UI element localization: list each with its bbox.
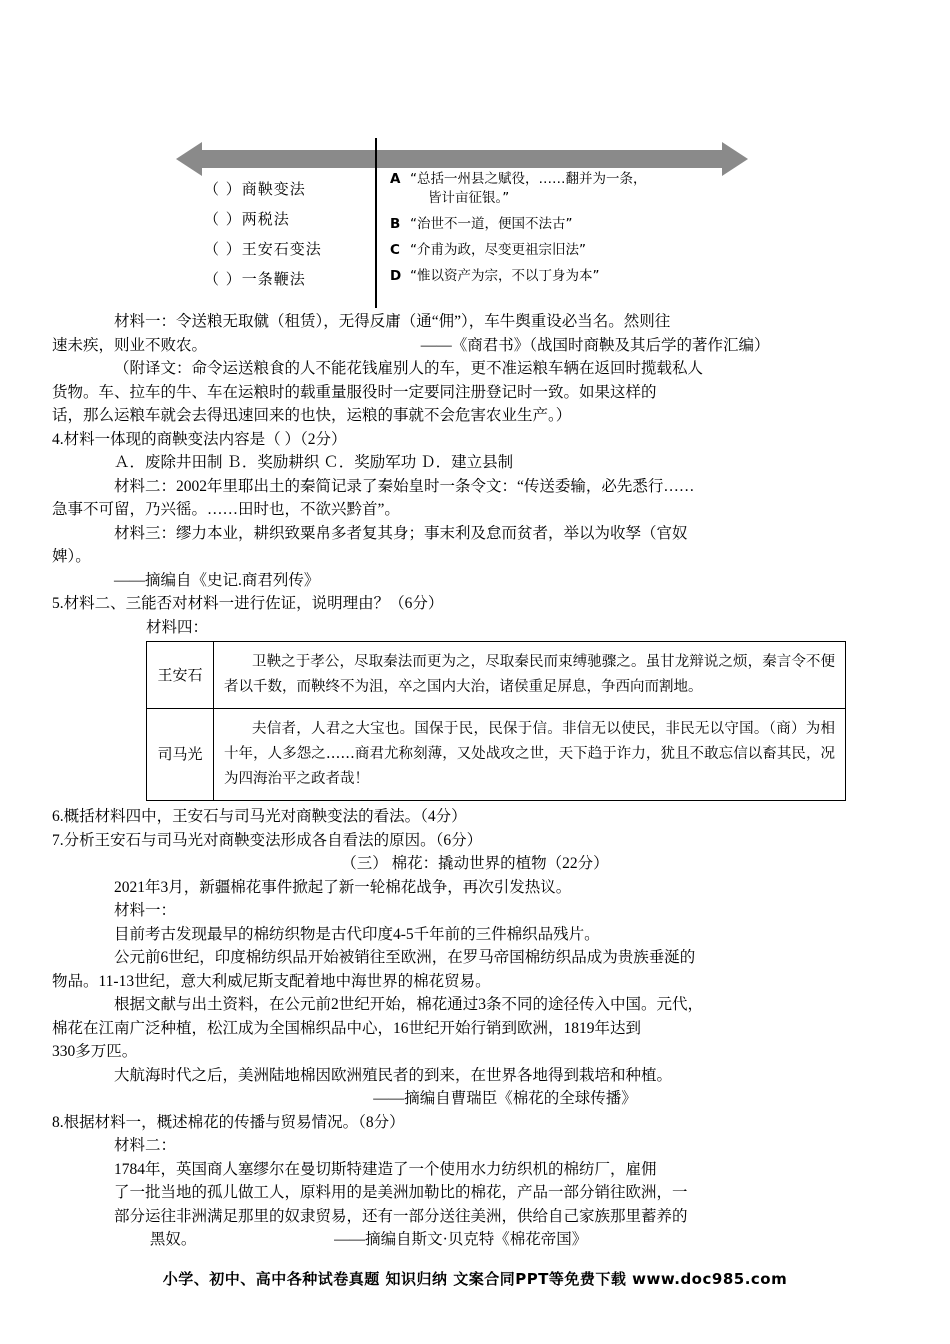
material-two-b-line4 — [52, 1228, 898, 1252]
material-two-b-source: ——摘编自斯文·贝克特《棉花帝国》 — [334, 1231, 588, 1248]
question-6: 6.概括材料四中，王安石与司马光对商鞅变法的看法。（4分） — [52, 808, 467, 825]
diagram-right-item — [390, 170, 748, 208]
diagram-left-item: （ ）两税法 — [204, 210, 290, 228]
option-text — [410, 170, 748, 208]
material-one-b-line1: 目前考古发现最早的棉纺织物是古代印度4-5千年前的三件棉织品残片。 — [114, 925, 600, 943]
table-cell-quote-text: 卫鞅之于孝公，尽取秦法而更为之，尽取秦民而束缚驰骤之。虽甘龙辩说之烦，秦言令不便者以千数，而鞅终不为沮，卒之国内大治，诸侯重足屏息，争西向而割地。 — [224, 654, 835, 695]
question-4: 4.材料一体现的商鞅变法内容是（ ）（2分） — [52, 430, 347, 448]
material-two-b-line2: 了一批当地的孤儿做工人，原料用的是美洲加勒比的棉花，产品一部分销往欧洲，一 — [114, 1184, 688, 1201]
question-5: 5.材料二、三能否对材料一进行佐证，说明理由？（6分） — [52, 595, 444, 612]
material-one-b-line4: 根据文献与出土资料，在公元前2世纪开始，棉花通过3条不同的途径传入中国。元代， — [114, 996, 704, 1013]
diagram-right-item — [390, 267, 748, 286]
diagram-left-item: （ ）商鞅变法 — [204, 180, 306, 198]
material-one-b-line6: 330多万匹。 — [52, 1043, 138, 1060]
option-label: C — [390, 242, 400, 258]
diagram-right-column — [390, 170, 748, 293]
table-cell-name: 司马光 — [147, 709, 214, 801]
material-four-table-wrap — [52, 641, 898, 801]
material-one-b-label: 材料一： — [114, 902, 177, 919]
diagram-right-item — [390, 215, 748, 234]
section-three-intro: 2021年3月，新疆棉花事件掀起了新一轮棉花战争，再次引发热议。 — [114, 878, 572, 896]
material-two-b-line3: 部分运往非洲满足那里的奴隶贸易，还有一部分送往美洲，供给自己家族那里蓄养的 — [114, 1207, 688, 1225]
material-one-b-line3: 物品。11-13世纪，意大利威尼斯支配着地中海世界的棉花贸易。 — [52, 972, 491, 990]
arrow-left-head-icon — [176, 142, 202, 176]
option-text: “介甫为政，尽变更祖宗旧法” — [410, 242, 586, 258]
material-three-line2: 婢）。 — [52, 548, 91, 565]
diagram-left-item: （ ）王安石变法 — [204, 240, 322, 258]
option-label: B — [390, 216, 401, 232]
material-one-b-line5: 棉花在江南广泛种植，松江成为全国棉织品中心，16世纪开始行销到欧洲，1819年达到 — [52, 1019, 642, 1037]
material-two-b-label: 材料二： — [114, 1137, 177, 1154]
material-four-label: 材料四： — [146, 618, 209, 636]
option-text-line2: 皆计亩征银。” — [428, 190, 510, 206]
table-row — [147, 642, 846, 709]
table-cell-quote — [214, 642, 846, 709]
diagram-left-item: （ ）一条鞭法 — [204, 270, 306, 288]
material-one-source: ——《商君书》（战国时商鞅及其后学的著作汇编） — [420, 336, 770, 354]
arrow-shaft — [200, 150, 724, 168]
material-three-line1: 材料三：缪力本业，耕织致粟帛多者复其身；事末利及怠而贫者，举以为收孥（官奴 — [114, 524, 688, 542]
material-one-note-line3: 话，那么运粮车就会去得迅速回来的也快，运粮的事就不会危害农业生产。） — [52, 407, 572, 424]
material-four-table — [146, 641, 846, 801]
section-three-title: （三） 棉花：撬动世界的植物（22分） — [341, 855, 609, 872]
option-text-line1: “总括一州县之赋役，……翻并为一条， — [410, 171, 647, 187]
material-one-line2-text: 速未疾，则业不败农。 — [52, 336, 208, 354]
option-label: A — [390, 171, 401, 187]
material-one-line2 — [52, 334, 898, 358]
question-8: 8.根据材料一，概述棉花的传播与贸易情况。（8分） — [52, 1113, 405, 1131]
question-4-options: Ａ．废除井田制 Ｂ．奖励耕织 Ｃ．奖励军功 Ｄ．建立县制 — [114, 454, 514, 471]
table-cell-quote — [214, 709, 846, 801]
material-one-b-line7: 大航海时代之后，美洲陆地棉因欧洲殖民者的到来，在世界各地得到栽培和种植。 — [114, 1066, 673, 1084]
table-cell-quote-text: 夫信者，人君之大宝也。国保于民，民保于信。非信无以使民，非民无以守国。（商）为相十年，人多怨之……商君尤称刻薄，又处战攻之世，天下趋于诈力，犹且不敢忘信以畜其民，况为四海治平之政者哉！ — [224, 721, 835, 787]
material-two-line1: 材料二：2002年里耶出土的秦简记录了秦始皇时一条令文：“传送委输，必先悉行…… — [114, 477, 695, 495]
matching-diagram — [176, 118, 748, 308]
option-text: “治世不一道，便国不法古” — [410, 216, 573, 232]
option-text: “惟以资产为宗，不以丁身为本” — [410, 268, 600, 284]
footer-watermark: 小学、初中、高中各种试卷真题 知识归纳 文案合同PPT等免费下载 www.doc985.com — [162, 1270, 788, 1288]
question-7: 7.分析王安石与司马光对商鞅变法形成各自看法的原因。（6分） — [52, 831, 483, 849]
option-label: D — [390, 268, 402, 284]
diagram-left-column — [204, 174, 384, 294]
material-two-b-line4-text: 黑奴。 — [149, 1231, 197, 1248]
material-two-b-line1: 1784年，英国商人塞缪尔在曼切斯特建造了一个使用水力纺织机的棉纺厂，雇佣 — [114, 1160, 657, 1178]
diagram-right-item — [390, 241, 748, 260]
material-three-source: ——摘编自《史记.商君列传》 — [114, 571, 320, 589]
material-one-b-source: ——摘编自曹瑞臣《棉花的全球传播》 — [373, 1090, 637, 1107]
material-two-line2: 急事不可留，乃兴徭。……田时也，不欲兴黔首”。 — [52, 501, 400, 518]
material-one-b-line2: 公元前6世纪，印度棉纺织品开始被销往至欧洲，在罗马帝国棉纺织品成为贵族垂涎的 — [114, 949, 696, 966]
document-body — [52, 310, 898, 1252]
material-one-line1: 材料一：令送粮无取僦（租赁），无得反庸（通“佣”），车牛舆重设必当名。然则往 — [114, 313, 671, 330]
table-cell-name: 王安石 — [147, 642, 214, 709]
material-one-note-line1: （附译文：命令运送粮食的人不能花钱雇别人的车，更不准运粮车辆在返回时揽载私人 — [114, 360, 704, 377]
material-one-note-line2: 货物。车、拉车的牛、车在运粮时的载重量服役时一定要同注册登记时一致。如果这样的 — [52, 383, 657, 401]
table-row — [147, 709, 846, 801]
